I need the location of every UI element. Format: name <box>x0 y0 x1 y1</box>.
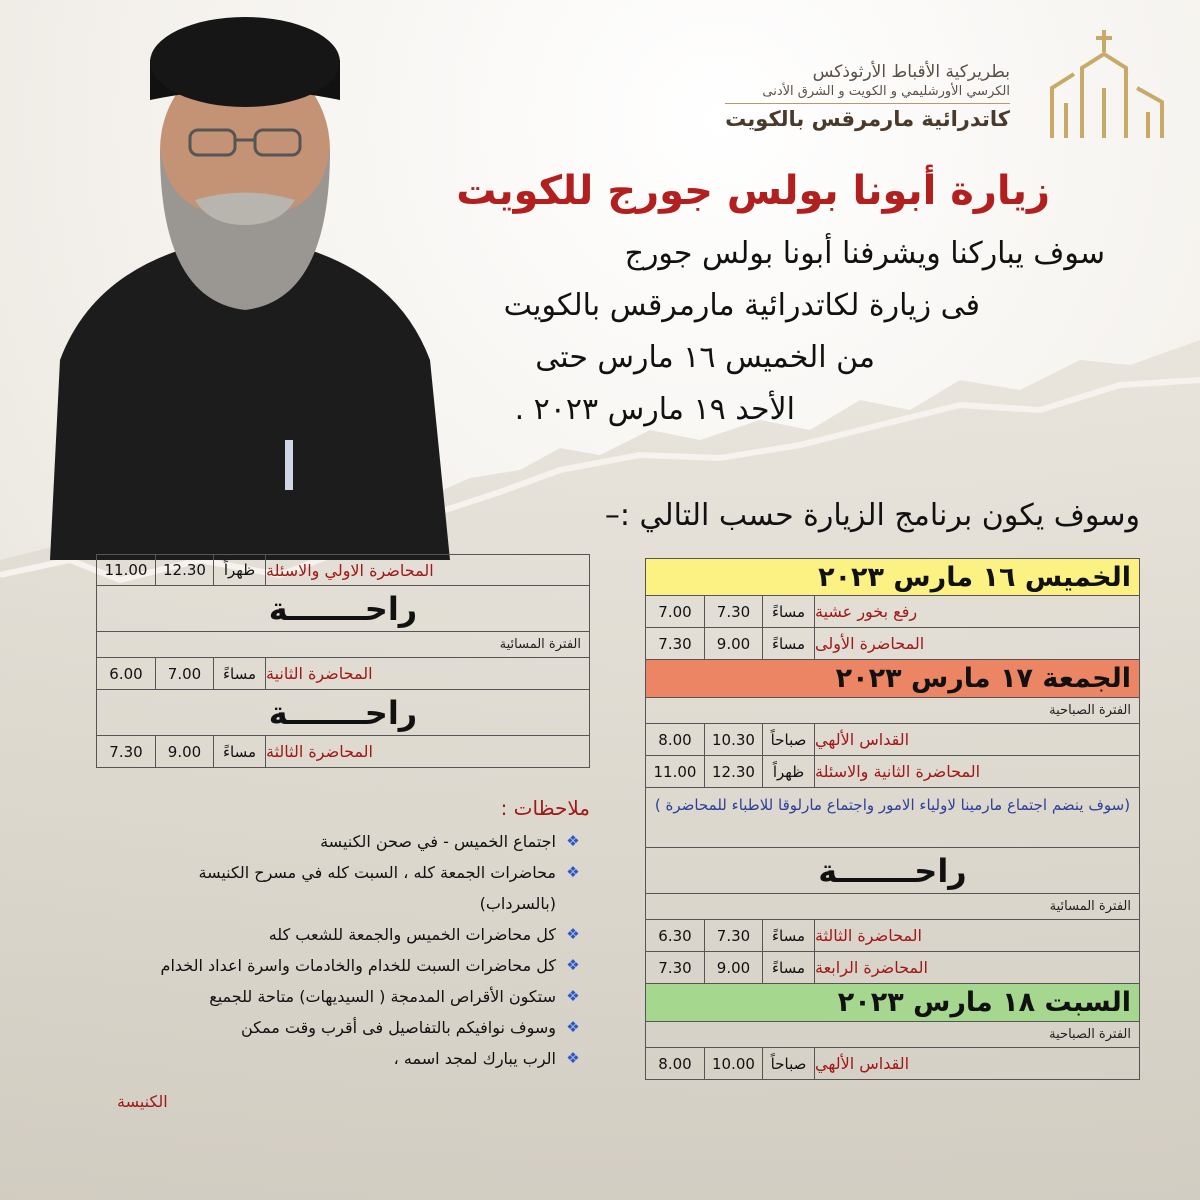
list-item <box>110 826 590 857</box>
intro-line-3: من الخميس ١٦ مارس حتى <box>535 340 875 375</box>
table-row <box>645 920 1140 952</box>
time-from: 11.00 <box>653 762 697 781</box>
period: صباحاً <box>762 724 814 755</box>
period: مساءً <box>762 920 814 951</box>
time-to: 7.30 <box>704 920 762 951</box>
rest-row: راحـــــــة <box>645 848 1140 894</box>
diamond-bullet-icon: ❖ <box>566 1018 580 1036</box>
note-text: كل محاضرات الخميس والجمعة للشعب كله <box>268 925 556 944</box>
time-to: 10.00 <box>704 1048 762 1079</box>
table-row <box>96 554 590 586</box>
day-header-thursday: الخميس ١٦ مارس ٢٠٢٣ <box>645 558 1140 596</box>
schedule-right <box>645 558 1140 1080</box>
cathedral-logo-icon <box>1022 28 1172 148</box>
time-from: 7.30 <box>109 742 143 761</box>
section-label-evening: الفترة المسائية <box>96 632 590 658</box>
diamond-bullet-icon: ❖ <box>566 832 580 850</box>
time-from: 7.30 <box>658 634 692 653</box>
day-header-friday: الجمعة ١٧ مارس ٢٠٢٣ <box>645 660 1140 698</box>
list-item <box>110 950 590 981</box>
time-from: 7.00 <box>658 602 692 621</box>
section-label-morning: الفترة الصباحية <box>645 698 1140 724</box>
note-text: كل محاضرات السبت للخدام والخادمات واسرة اعداد الخدام <box>160 956 556 975</box>
event-title: المحاضرة الاولي والاسئلة <box>265 555 589 585</box>
table-row <box>645 756 1140 788</box>
intro-line-2: فى زيارة لكاتدرائية مارمرقس بالكويت <box>503 288 980 323</box>
period: مساءً <box>762 952 814 983</box>
org-line-2: الكرسي الأورشليمي و الكويت و الشرق الأدنى <box>762 84 1010 99</box>
list-item <box>110 1043 590 1074</box>
event-title: رفع بخور عشية <box>814 596 1139 627</box>
time-from: 8.00 <box>658 730 692 749</box>
event-title: المحاضرة الثالثة <box>265 736 589 767</box>
signature: الكنيسة <box>117 1092 168 1111</box>
table-row <box>96 736 590 768</box>
period: مساءً <box>213 736 265 767</box>
notes-title: ملاحظات : <box>500 796 590 820</box>
note-text: وسوف نوافيكم بالتفاصيل فى أقرب وقت ممكن <box>240 1018 556 1037</box>
table-row <box>645 952 1140 984</box>
list-item <box>110 857 590 888</box>
time-to: 7.30 <box>704 596 762 627</box>
note-text: ستكون الأقراص المدمجة ( السيديهات) متاحة للجميع <box>209 987 556 1006</box>
time-from: 7.30 <box>658 958 692 977</box>
time-to: 10.30 <box>704 724 762 755</box>
event-title: القداس الألهي <box>814 724 1139 755</box>
note-text: اجتماع الخميس - في صحن الكنيسة <box>320 832 556 851</box>
diamond-bullet-icon: ❖ <box>566 925 580 943</box>
org-line-3: كاتدرائية مارمرقس بالكويت <box>725 103 1010 131</box>
list-item <box>110 981 590 1012</box>
intro-line-1: سوف يباركنا ويشرفنا أبونا بولس جورج <box>624 236 1105 271</box>
time-to: 9.00 <box>704 952 762 983</box>
notes-section <box>110 796 590 1074</box>
note-text: (بالسرداب) <box>479 894 556 913</box>
event-title: المحاضرة الثالثة <box>814 920 1139 951</box>
schedule-note: (سوف ينضم اجتماع مارمينا لاولياء الامور واجتماع مارلوقا للاطباء للمحاضرة ) <box>645 788 1140 848</box>
org-line-1: بطريركية الأقباط الأرثوذكس <box>812 62 1010 82</box>
time-from: 8.00 <box>658 1054 692 1073</box>
time-to: 12.30 <box>704 756 762 787</box>
period: صباحاً <box>762 1048 814 1079</box>
period: ظهراً <box>213 555 265 585</box>
time-from: 6.00 <box>109 664 143 683</box>
table-row <box>645 724 1140 756</box>
rest-row: راحـــــــة <box>96 586 590 632</box>
page-title: زيارة أبونا بولس جورج للكويت <box>456 168 1050 214</box>
event-title: المحاضرة الثانية والاسئلة <box>814 756 1139 787</box>
time-to: 9.00 <box>704 628 762 659</box>
diamond-bullet-icon: ❖ <box>566 863 580 881</box>
diamond-bullet-icon: ❖ <box>566 956 580 974</box>
note-text: الرب يبارك لمجد اسمه ، <box>393 1049 556 1068</box>
event-title: القداس الألهي <box>814 1048 1139 1079</box>
section-label-morning: الفترة الصباحية <box>645 1022 1140 1048</box>
note-text: محاضرات الجمعة كله ، السبت كله في مسرح الكنيسة <box>198 863 556 882</box>
rest-row: راحـــــــة <box>96 690 590 736</box>
diamond-bullet-icon: ❖ <box>566 987 580 1005</box>
period: مساءً <box>213 658 265 689</box>
table-row <box>645 596 1140 628</box>
period: مساءً <box>762 596 814 627</box>
intro-line-4: الأحد ١٩ مارس ٢٠٢٣ . <box>514 392 795 427</box>
time-from: 11.00 <box>104 561 148 579</box>
table-row <box>645 1048 1140 1080</box>
organization-header <box>725 62 1010 131</box>
period: ظهراً <box>762 756 814 787</box>
section-label-evening: الفترة المسائية <box>645 894 1140 920</box>
event-title: المحاضرة الرابعة <box>814 952 1139 983</box>
schedule-left <box>96 554 590 768</box>
event-title: المحاضرة الأولى <box>814 628 1139 659</box>
time-to: 9.00 <box>155 736 213 767</box>
list-item <box>110 919 590 950</box>
time-to: 12.30 <box>155 555 213 585</box>
time-from: 6.30 <box>658 926 692 945</box>
period: مساءً <box>762 628 814 659</box>
table-row <box>645 628 1140 660</box>
program-heading: وسوف يكون برنامج الزيارة حسب التالي :– <box>604 498 1140 533</box>
time-to: 7.00 <box>155 658 213 689</box>
list-item <box>110 888 590 919</box>
priest-photo <box>30 0 460 560</box>
day-header-saturday: السبت ١٨ مارس ٢٠٢٣ <box>645 984 1140 1022</box>
table-row <box>96 658 590 690</box>
event-title: المحاضرة الثانية <box>265 658 589 689</box>
list-item <box>110 1012 590 1043</box>
diamond-bullet-icon: ❖ <box>566 1049 580 1067</box>
